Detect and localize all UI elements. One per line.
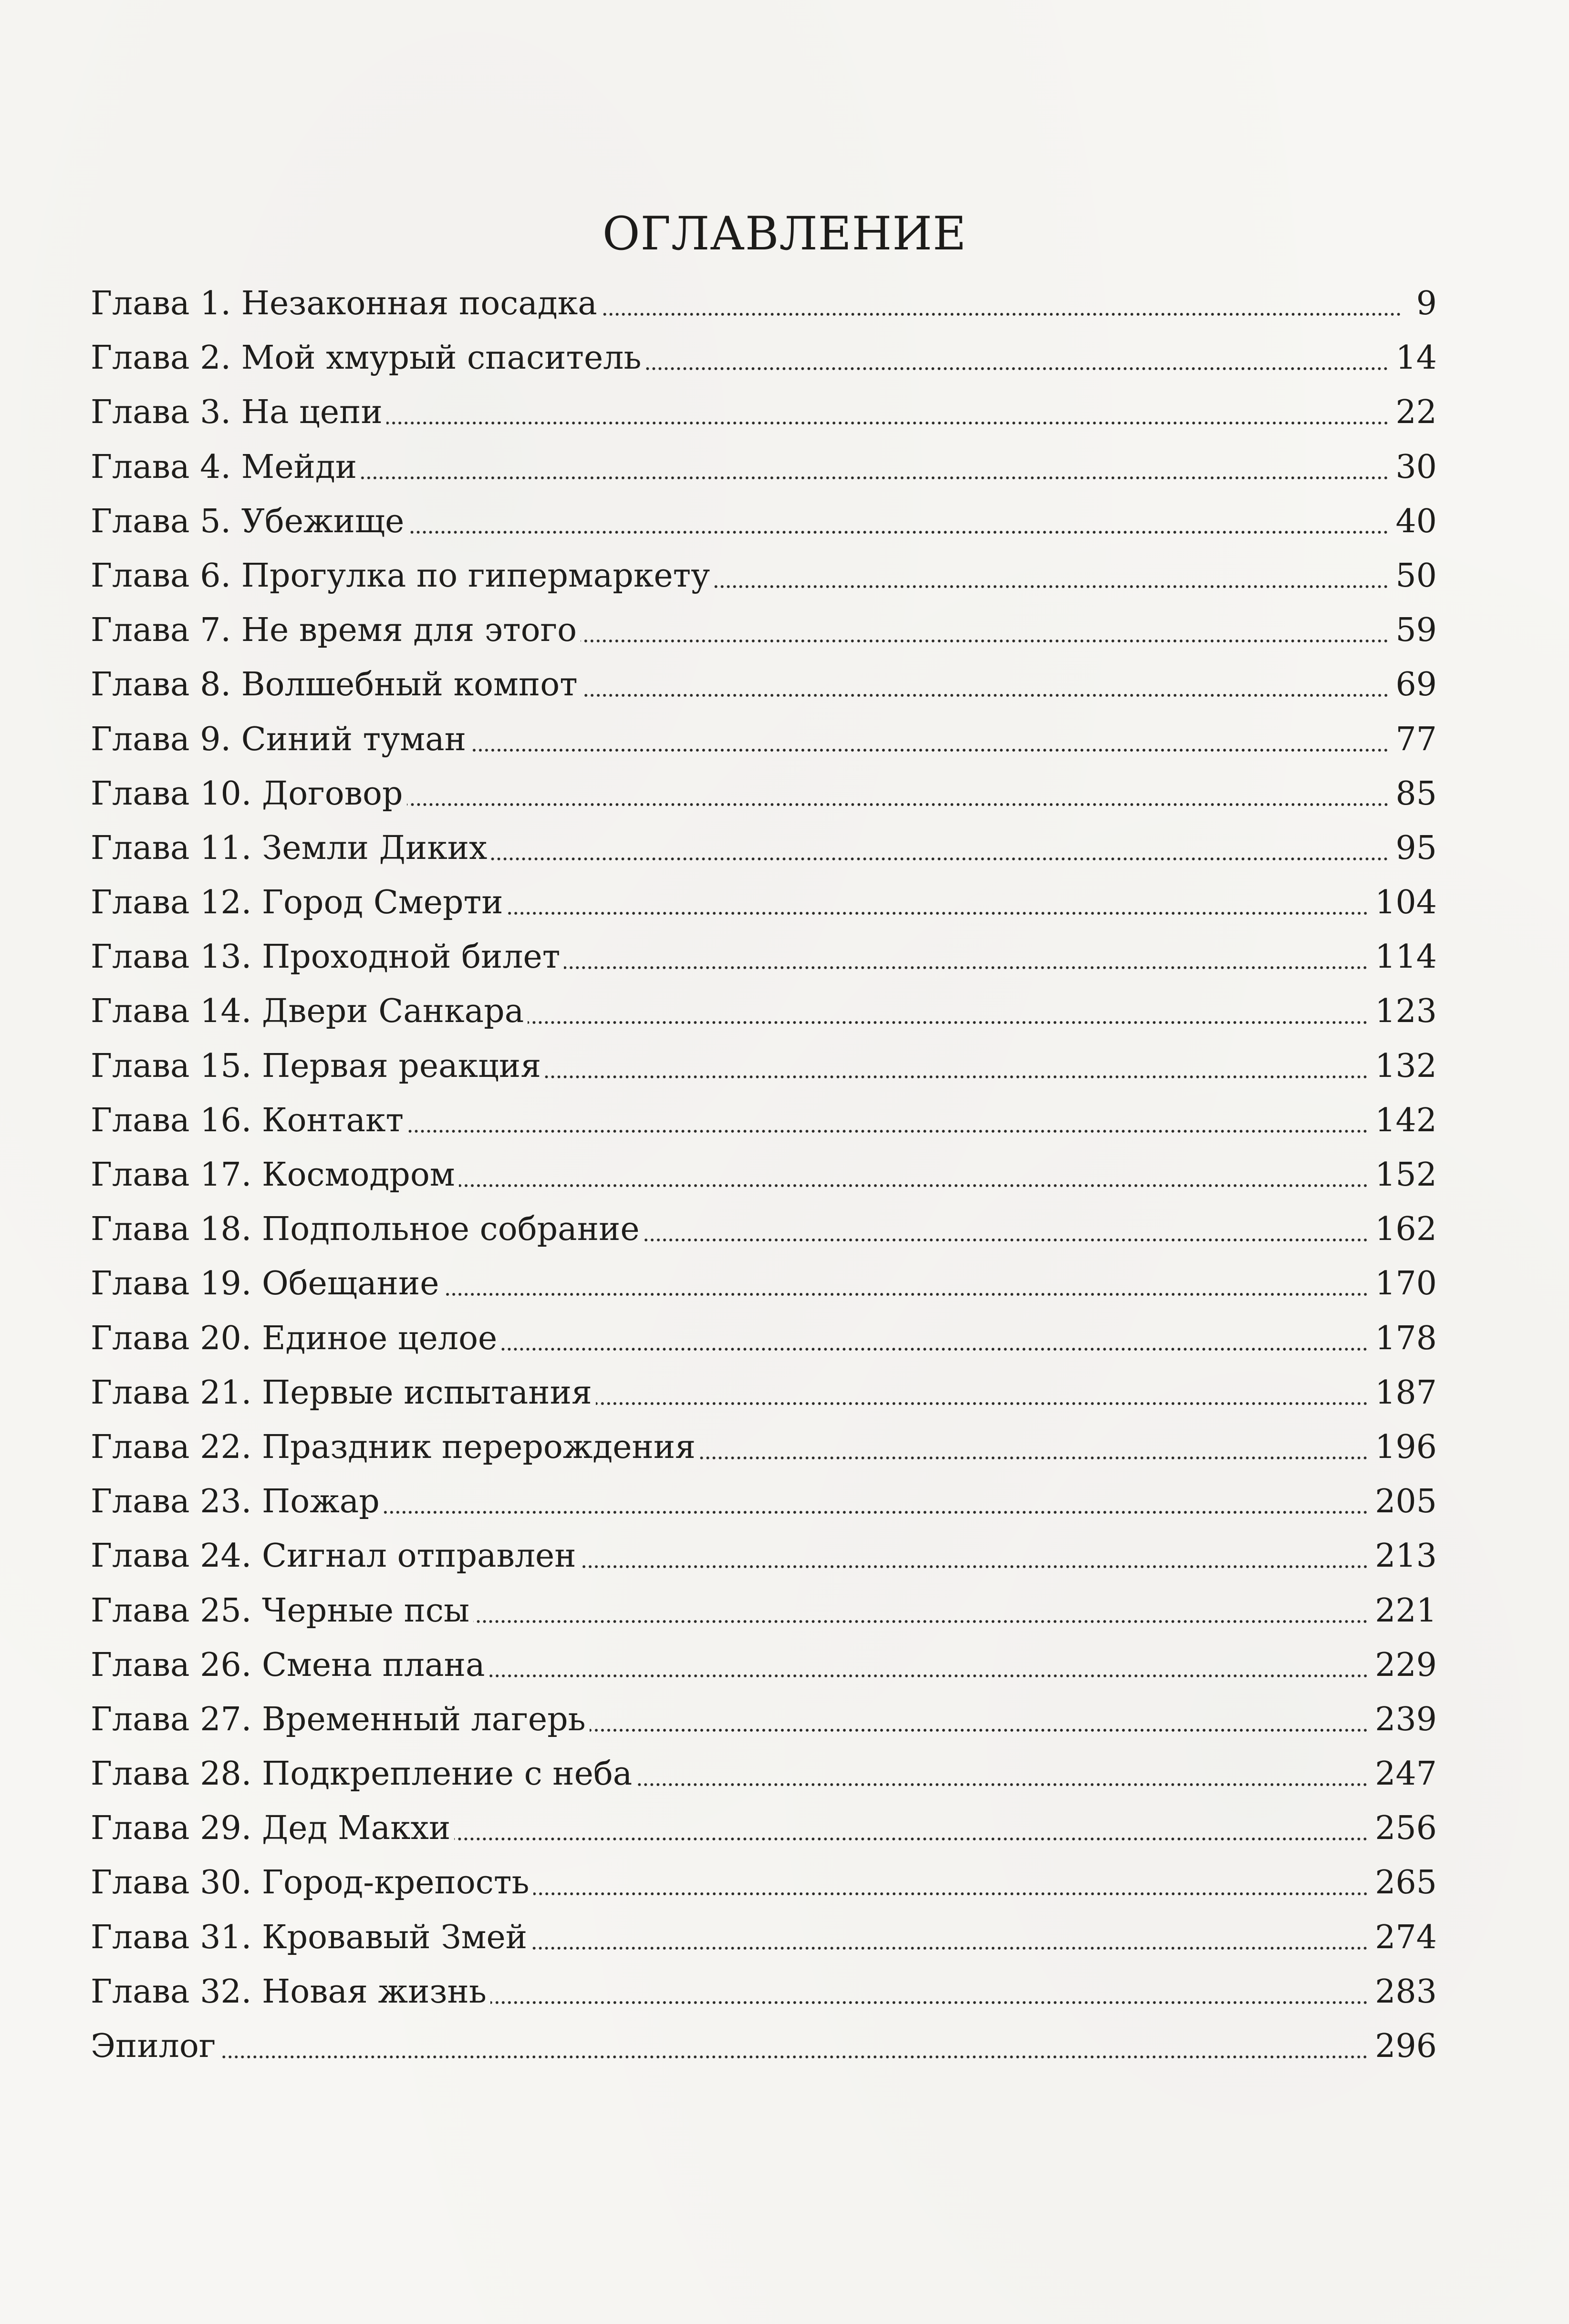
toc-entry (91, 1911, 1437, 1965)
dot-leader (528, 1020, 1368, 1025)
dot-leader (473, 1619, 1368, 1624)
toc-entry-title: Глава 18. Подпольное собрание (91, 1210, 640, 1249)
toc-entry (91, 1529, 1437, 1583)
dot-leader (590, 1728, 1369, 1733)
toc-entry (91, 2019, 1437, 2074)
toc-entry (91, 984, 1437, 1039)
toc-entry-page-number: 296 (1375, 2027, 1437, 2065)
toc-entry-page-number: 213 (1375, 1537, 1437, 1575)
dot-leader (470, 748, 1389, 753)
toc-entry (91, 603, 1437, 658)
dot-leader (408, 530, 1389, 535)
dot-leader (699, 1456, 1368, 1460)
toc-entry-title: Глава 10. Договор (91, 775, 403, 813)
dot-leader (443, 1292, 1369, 1297)
dot-leader (507, 911, 1369, 916)
toc-entry-title: Глава 19. Обещание (91, 1265, 439, 1303)
toc-entry-title: Глава 27. Временный лагерь (91, 1700, 586, 1738)
toc-entry-title: Глава 20. Единое целое (91, 1319, 498, 1357)
toc-entry-title: Глава 9. Синий туман (91, 720, 467, 758)
dot-leader (636, 1782, 1368, 1787)
toc-entry-title: Глава 1. Незаконная посадка (91, 285, 597, 322)
toc-entry-page-number: 114 (1375, 938, 1437, 976)
toc-entry-page-number: 95 (1395, 829, 1437, 867)
toc-entry-page-number: 283 (1375, 1973, 1437, 2011)
toc-entry-title: Глава 32. Новая жизнь (91, 1973, 487, 2011)
toc-entry-title: Глава 28. Подкрепление с неба (91, 1755, 633, 1793)
toc-entry (91, 1475, 1437, 1529)
toc-entry (91, 1257, 1437, 1311)
dot-leader (407, 802, 1389, 807)
toc-entry (91, 1039, 1437, 1094)
dot-leader (714, 584, 1389, 589)
toc-entry (91, 713, 1437, 767)
toc-entry-page-number: 152 (1375, 1156, 1437, 1194)
toc-entry-page-number: 104 (1375, 884, 1437, 922)
toc-entry-page-number: 247 (1375, 1755, 1437, 1793)
toc-entry (91, 1638, 1437, 1693)
dot-leader (407, 1129, 1368, 1134)
toc-entry-title: Глава 6. Прогулка по гипермаркету (91, 557, 710, 595)
toc-entry-title: Глава 8. Волшебный компот (91, 666, 578, 704)
toc-entry (91, 549, 1437, 603)
dot-leader (580, 1564, 1369, 1569)
toc-entry-page-number: 256 (1375, 1809, 1437, 1848)
toc-entry (91, 1094, 1437, 1148)
toc-entry (91, 1747, 1437, 1801)
toc-entry (91, 277, 1437, 331)
toc-entry-title: Глава 22. Праздник перерождения (91, 1428, 696, 1466)
toc-entry-title: Глава 11. Земли Диких (91, 829, 488, 867)
dot-leader (582, 693, 1389, 698)
dot-leader (533, 1891, 1369, 1896)
toc-entry-title: Глава 14. Двери Санкара (91, 992, 524, 1031)
dot-leader (489, 1673, 1369, 1678)
dot-leader (596, 1401, 1368, 1406)
dot-leader (644, 1238, 1369, 1242)
toc-entry-page-number: 239 (1375, 1700, 1437, 1738)
dot-leader (564, 965, 1368, 970)
toc-entry (91, 495, 1437, 549)
toc-entry (91, 440, 1437, 495)
toc-entry (91, 1366, 1437, 1420)
toc-entry (91, 385, 1437, 440)
toc-entry (91, 876, 1437, 930)
dot-leader (491, 857, 1389, 861)
toc-entry-page-number: 274 (1375, 1918, 1437, 1956)
toc-entry-title: Глава 12. Город Смерти (91, 884, 503, 922)
toc-entry-title: Глава 15. Первая реакция (91, 1047, 541, 1085)
toc-entry (91, 1148, 1437, 1202)
toc-entry-title: Глава 26. Смена плана (91, 1646, 485, 1684)
dot-leader (219, 2055, 1368, 2059)
toc-entry-title: Глава 23. Пожар (91, 1483, 380, 1521)
toc-entry (91, 331, 1437, 385)
toc-entry (91, 1202, 1437, 1257)
toc-entry-page-number: 178 (1375, 1319, 1437, 1357)
toc-entry-title: Эпилог (91, 2027, 216, 2065)
dot-leader (531, 1946, 1368, 1951)
toc-entry-title: Глава 31. Кровавый Змей (91, 1918, 528, 1956)
toc-entry (91, 1584, 1437, 1638)
toc-entry-title: Глава 2. Мой хмурый спаситель (91, 339, 642, 377)
dot-leader (384, 1510, 1368, 1515)
dot-leader (581, 639, 1389, 643)
toc-entry-page-number: 229 (1375, 1646, 1437, 1684)
table-of-contents (91, 277, 1437, 2074)
dot-leader (361, 475, 1389, 480)
toc-entry-page-number: 142 (1375, 1101, 1437, 1139)
toc-entry-page-number: 40 (1395, 502, 1437, 540)
toc-entry-page-number: 9 (1416, 285, 1437, 322)
toc-entry (91, 1801, 1437, 1856)
toc-entry-page-number: 205 (1375, 1483, 1437, 1521)
toc-entry-page-number: 59 (1395, 611, 1437, 650)
toc-entry-title: Глава 3. На цепи (91, 393, 383, 432)
toc-entry-page-number: 85 (1395, 775, 1437, 813)
toc-entry-page-number: 22 (1395, 393, 1437, 432)
toc-entry-page-number: 50 (1395, 557, 1437, 595)
toc-entry-title: Глава 5. Убежище (91, 502, 405, 540)
dot-leader (490, 2000, 1368, 2005)
toc-entry (91, 1856, 1437, 1910)
toc-entry-title: Глава 7. Не время для этого (91, 611, 577, 650)
toc-entry-page-number: 170 (1375, 1265, 1437, 1303)
toc-entry-page-number: 187 (1375, 1374, 1437, 1412)
toc-entry (91, 1312, 1437, 1366)
toc-entry-page-number: 69 (1395, 666, 1437, 704)
toc-entry (91, 767, 1437, 821)
toc-entry (91, 821, 1437, 876)
dot-leader (601, 312, 1402, 317)
dot-leader (501, 1347, 1368, 1352)
toc-entry (91, 1965, 1437, 2019)
dot-leader (645, 366, 1389, 371)
toc-entry-page-number: 162 (1375, 1210, 1437, 1249)
toc-entry-title: Глава 25. Черные псы (91, 1591, 470, 1630)
dot-leader (459, 1183, 1369, 1188)
toc-entry-title: Глава 21. Первые испытания (91, 1374, 592, 1412)
toc-entry-page-number: 77 (1395, 720, 1437, 758)
toc-entry-page-number: 123 (1375, 992, 1437, 1031)
toc-entry-title: Глава 29. Дед Макхи (91, 1809, 451, 1848)
dot-leader (545, 1074, 1368, 1079)
toc-entry-title: Глава 24. Сигнал отправлен (91, 1537, 576, 1575)
toc-entry-title: Глава 30. Город-крепость (91, 1864, 530, 1902)
toc-entry-page-number: 132 (1375, 1047, 1437, 1085)
toc-entry-title: Глава 4. Мейди (91, 448, 357, 486)
toc-entry (91, 1420, 1437, 1475)
toc-entry-page-number: 14 (1395, 339, 1437, 377)
toc-entry-page-number: 221 (1375, 1591, 1437, 1630)
toc-entry (91, 658, 1437, 712)
toc-entry-page-number: 196 (1375, 1428, 1437, 1466)
dot-leader (454, 1837, 1368, 1841)
dot-leader (386, 421, 1389, 425)
toc-entry (91, 1693, 1437, 1747)
page-title: ОГЛАВЛЕНИЕ (602, 207, 967, 260)
toc-entry-title: Глава 17. Космодром (91, 1156, 455, 1194)
toc-entry-page-number: 30 (1395, 448, 1437, 486)
toc-entry-title: Глава 16. Контакт (91, 1101, 404, 1139)
toc-entry-title: Глава 13. Проходной билет (91, 938, 561, 976)
toc-entry (91, 930, 1437, 984)
toc-entry-page-number: 265 (1375, 1864, 1437, 1902)
